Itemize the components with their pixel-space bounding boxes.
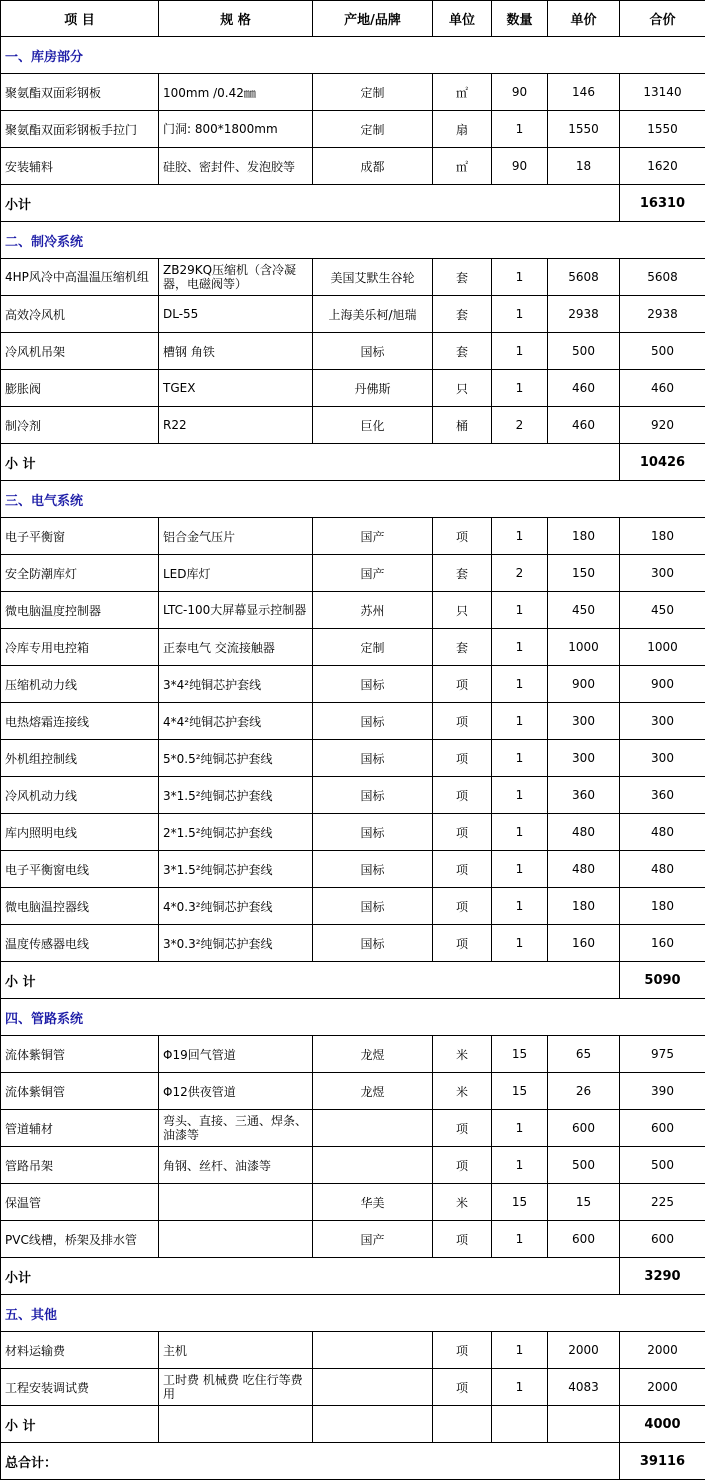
unit: 桶 xyxy=(433,407,492,444)
unit-price: 15 xyxy=(548,1184,620,1221)
quantity: 1 xyxy=(492,1332,548,1369)
origin-brand: 丹佛斯 xyxy=(313,370,433,407)
unit-price: 900 xyxy=(548,666,620,703)
quantity: 1 xyxy=(492,703,548,740)
table-row xyxy=(1,1110,705,1147)
line-total: 2938 xyxy=(620,296,705,333)
empty-cell xyxy=(548,1406,620,1443)
item-name: 微电脑温度控制器 xyxy=(1,592,159,629)
item-name: 冷库专用电控箱 xyxy=(1,629,159,666)
unit-price: 480 xyxy=(548,851,620,888)
origin-brand: 苏州 xyxy=(313,592,433,629)
origin-brand: 定制 xyxy=(313,111,433,148)
item-name: 管道辅材 xyxy=(1,1110,159,1147)
spec: 100mm /0.42㎜ xyxy=(159,74,313,111)
unit: 项 xyxy=(433,740,492,777)
item-name: 电子平衡窗 xyxy=(1,518,159,555)
table-row xyxy=(1,74,705,111)
table-row xyxy=(1,777,705,814)
item-name: 电子平衡窗电线 xyxy=(1,851,159,888)
subtotal-value: 16310 xyxy=(620,185,705,222)
quantity: 1 xyxy=(492,777,548,814)
quantity: 2 xyxy=(492,407,548,444)
origin-brand: 定制 xyxy=(313,629,433,666)
origin-brand: 国标 xyxy=(313,333,433,370)
unit-price: 1550 xyxy=(548,111,620,148)
unit-price: 500 xyxy=(548,1147,620,1184)
origin-brand: 国标 xyxy=(313,925,433,962)
quantity: 1 xyxy=(492,1221,548,1258)
item-name: 外机组控制线 xyxy=(1,740,159,777)
spec: 4*0.3²纯铜芯护套线 xyxy=(159,888,313,925)
unit-price: 160 xyxy=(548,925,620,962)
spec: 3*0.3²纯铜芯护套线 xyxy=(159,925,313,962)
unit: 项 xyxy=(433,925,492,962)
origin-brand: 巨化 xyxy=(313,407,433,444)
subtotal-label: 小 计 xyxy=(1,1406,159,1443)
unit-price: 4083 xyxy=(548,1369,620,1406)
table-row xyxy=(1,740,705,777)
quantity: 1 xyxy=(492,370,548,407)
unit-price: 360 xyxy=(548,777,620,814)
spec: 门洞: 800*1800mm xyxy=(159,111,313,148)
unit: 项 xyxy=(433,518,492,555)
origin-brand: 国标 xyxy=(313,703,433,740)
line-total: 1620 xyxy=(620,148,705,185)
table-row xyxy=(1,925,705,962)
table-row xyxy=(1,1369,705,1406)
header-unit-price: 单价 xyxy=(548,1,620,37)
spec: Φ12供夜管道 xyxy=(159,1073,313,1110)
origin-brand: 华美 xyxy=(313,1184,433,1221)
item-name: 流体紫铜管 xyxy=(1,1073,159,1110)
header-quantity: 数量 xyxy=(492,1,548,37)
header-item: 项 目 xyxy=(1,1,159,37)
spec: DL-55 xyxy=(159,296,313,333)
spec: Φ19回气管道 xyxy=(159,1036,313,1073)
section-header-row xyxy=(1,999,705,1036)
line-total: 360 xyxy=(620,777,705,814)
line-total: 300 xyxy=(620,555,705,592)
spec: 正泰电气 交流接触器 xyxy=(159,629,313,666)
line-total: 1000 xyxy=(620,629,705,666)
origin-brand xyxy=(313,1369,433,1406)
table-row xyxy=(1,888,705,925)
header-origin-brand: 产地/品牌 xyxy=(313,1,433,37)
table-row xyxy=(1,1073,705,1110)
line-total: 480 xyxy=(620,814,705,851)
quantity: 1 xyxy=(492,888,548,925)
origin-brand: 龙煜 xyxy=(313,1036,433,1073)
line-total: 900 xyxy=(620,666,705,703)
line-total: 1550 xyxy=(620,111,705,148)
quantity: 15 xyxy=(492,1184,548,1221)
section-header-row xyxy=(1,481,705,518)
line-total: 13140 xyxy=(620,74,705,111)
origin-brand: 国产 xyxy=(313,555,433,592)
line-total: 2000 xyxy=(620,1369,705,1406)
subtotal-row xyxy=(1,1406,705,1443)
spec: 主机 xyxy=(159,1332,313,1369)
spec: 弯头、直接、三通、焊条、油漆等 xyxy=(159,1110,313,1147)
quantity: 1 xyxy=(492,925,548,962)
empty-cell xyxy=(492,1406,548,1443)
quantity: 1 xyxy=(492,296,548,333)
section-title: 四、管路系统 xyxy=(1,999,705,1036)
origin-brand: 成都 xyxy=(313,148,433,185)
grand-total-value: 39116 xyxy=(620,1443,705,1480)
origin-brand: 国产 xyxy=(313,1221,433,1258)
spec: 3*4²纯铜芯护套线 xyxy=(159,666,313,703)
unit-price: 2000 xyxy=(548,1332,620,1369)
unit: 套 xyxy=(433,296,492,333)
unit: 米 xyxy=(433,1036,492,1073)
quantity: 1 xyxy=(492,814,548,851)
unit: 只 xyxy=(433,592,492,629)
unit: 套 xyxy=(433,555,492,592)
line-total: 500 xyxy=(620,1147,705,1184)
section-title: 五、其他 xyxy=(1,1295,705,1332)
unit: ㎡ xyxy=(433,74,492,111)
item-name: 电热熔霜连接线 xyxy=(1,703,159,740)
spec: 铝合金气压片 xyxy=(159,518,313,555)
section-header-row xyxy=(1,1295,705,1332)
item-name: 制冷剂 xyxy=(1,407,159,444)
table-row xyxy=(1,370,705,407)
unit: 项 xyxy=(433,703,492,740)
table-row xyxy=(1,407,705,444)
origin-brand: 国标 xyxy=(313,814,433,851)
origin-brand: 定制 xyxy=(313,74,433,111)
table-row xyxy=(1,1036,705,1073)
unit: 米 xyxy=(433,1184,492,1221)
spec: 3*1.5²纯铜芯护套线 xyxy=(159,851,313,888)
section-title: 一、库房部分 xyxy=(1,37,705,74)
line-total: 160 xyxy=(620,925,705,962)
line-total: 390 xyxy=(620,1073,705,1110)
quantity: 90 xyxy=(492,74,548,111)
quantity: 1 xyxy=(492,629,548,666)
quantity: 90 xyxy=(492,148,548,185)
line-total: 975 xyxy=(620,1036,705,1073)
quantity: 1 xyxy=(492,666,548,703)
unit-price: 2938 xyxy=(548,296,620,333)
origin-brand: 龙煜 xyxy=(313,1073,433,1110)
table-row xyxy=(1,518,705,555)
quantity: 1 xyxy=(492,111,548,148)
quantity: 15 xyxy=(492,1036,548,1073)
unit-price: 300 xyxy=(548,740,620,777)
unit-price: 65 xyxy=(548,1036,620,1073)
subtotal-row xyxy=(1,185,705,222)
unit-price: 300 xyxy=(548,703,620,740)
spec: 工时费 机械费 吃住行等费用 xyxy=(159,1369,313,1406)
unit-price: 146 xyxy=(548,74,620,111)
table-row xyxy=(1,703,705,740)
unit-price: 180 xyxy=(548,518,620,555)
line-total: 2000 xyxy=(620,1332,705,1369)
spec: 槽钢 角铁 xyxy=(159,333,313,370)
unit: 项 xyxy=(433,851,492,888)
table-row xyxy=(1,555,705,592)
empty-cell xyxy=(159,1406,313,1443)
item-name: 流体紫铜管 xyxy=(1,1036,159,1073)
unit-price: 180 xyxy=(548,888,620,925)
item-name: PVC线槽，桥架及排水管 xyxy=(1,1221,159,1258)
unit: 项 xyxy=(433,1110,492,1147)
quantity: 1 xyxy=(492,518,548,555)
spec xyxy=(159,1221,313,1258)
table-row xyxy=(1,1184,705,1221)
line-total: 600 xyxy=(620,1110,705,1147)
item-name: 微电脑温控器线 xyxy=(1,888,159,925)
origin-brand: 国标 xyxy=(313,777,433,814)
section-header-row xyxy=(1,37,705,74)
table-row xyxy=(1,1332,705,1369)
item-name: 工程安装调试费 xyxy=(1,1369,159,1406)
origin-brand: 国标 xyxy=(313,851,433,888)
quantity: 1 xyxy=(492,333,548,370)
item-name: 压缩机动力线 xyxy=(1,666,159,703)
unit-price: 5608 xyxy=(548,259,620,296)
unit-price: 1000 xyxy=(548,629,620,666)
line-total: 920 xyxy=(620,407,705,444)
empty-cell xyxy=(433,1406,492,1443)
line-total: 450 xyxy=(620,592,705,629)
header-total: 合价 xyxy=(620,1,705,37)
table-row xyxy=(1,148,705,185)
item-name: 保温管 xyxy=(1,1184,159,1221)
unit: 项 xyxy=(433,1147,492,1184)
quantity: 1 xyxy=(492,1369,548,1406)
table-row xyxy=(1,851,705,888)
item-name: 安全防潮库灯 xyxy=(1,555,159,592)
line-total: 180 xyxy=(620,888,705,925)
unit: 米 xyxy=(433,1073,492,1110)
table-row xyxy=(1,259,705,296)
table-row xyxy=(1,333,705,370)
quantity: 15 xyxy=(492,1073,548,1110)
unit-price: 600 xyxy=(548,1221,620,1258)
spec: 4*4²纯铜芯护套线 xyxy=(159,703,313,740)
unit-price: 450 xyxy=(548,592,620,629)
item-name: 膨胀阀 xyxy=(1,370,159,407)
subtotal-row xyxy=(1,962,705,999)
origin-brand: 国产 xyxy=(313,518,433,555)
unit-price: 480 xyxy=(548,814,620,851)
origin-brand xyxy=(313,1110,433,1147)
quantity: 2 xyxy=(492,555,548,592)
unit: 项 xyxy=(433,814,492,851)
spec xyxy=(159,1184,313,1221)
line-total: 5608 xyxy=(620,259,705,296)
subtotal-row xyxy=(1,444,705,481)
unit-price: 150 xyxy=(548,555,620,592)
item-name: 库内照明电线 xyxy=(1,814,159,851)
spec: 2*1.5²纯铜芯护套线 xyxy=(159,814,313,851)
section-title: 三、电气系统 xyxy=(1,481,705,518)
unit-price: 460 xyxy=(548,370,620,407)
header-row xyxy=(1,1,705,37)
unit: 项 xyxy=(433,1332,492,1369)
subtotal-row xyxy=(1,1258,705,1295)
item-name: 4HP风冷中高温温压缩机组 xyxy=(1,259,159,296)
spec: ZB29KQ压缩机（含冷凝器，电磁阀等） xyxy=(159,259,313,296)
subtotal-label: 小计 xyxy=(1,1258,620,1295)
table-row xyxy=(1,1147,705,1184)
item-name: 聚氨酯双面彩钢板 xyxy=(1,74,159,111)
spec: 5*0.5²纯铜芯护套线 xyxy=(159,740,313,777)
table-row xyxy=(1,592,705,629)
unit: 套 xyxy=(433,259,492,296)
quantity: 1 xyxy=(492,259,548,296)
section-title: 二、制冷系统 xyxy=(1,222,705,259)
subtotal-label: 小 计 xyxy=(1,444,620,481)
table-row xyxy=(1,814,705,851)
subtotal-label: 小计 xyxy=(1,185,620,222)
line-total: 460 xyxy=(620,370,705,407)
spec: TGEX xyxy=(159,370,313,407)
quantity: 1 xyxy=(492,1110,548,1147)
empty-cell xyxy=(313,1406,433,1443)
item-name: 冷风机吊架 xyxy=(1,333,159,370)
origin-brand: 国标 xyxy=(313,888,433,925)
spec: 角钢、丝杆、油漆等 xyxy=(159,1147,313,1184)
line-total: 480 xyxy=(620,851,705,888)
subtotal-value: 5090 xyxy=(620,962,705,999)
origin-brand: 上海美乐柯/旭瑞 xyxy=(313,296,433,333)
unit: 套 xyxy=(433,629,492,666)
unit: 套 xyxy=(433,333,492,370)
subtotal-value: 3290 xyxy=(620,1258,705,1295)
spec: LTC-100大屏幕显示控制器 xyxy=(159,592,313,629)
line-total: 500 xyxy=(620,333,705,370)
item-name: 材料运输费 xyxy=(1,1332,159,1369)
item-name: 安装辅料 xyxy=(1,148,159,185)
origin-brand: 国标 xyxy=(313,740,433,777)
grand-total-label: 总合计： xyxy=(1,1443,620,1480)
grand-total-row xyxy=(1,1443,705,1480)
unit-price: 18 xyxy=(548,148,620,185)
origin-brand xyxy=(313,1332,433,1369)
quantity: 1 xyxy=(492,592,548,629)
origin-brand xyxy=(313,1147,433,1184)
item-name: 冷风机动力线 xyxy=(1,777,159,814)
unit: 项 xyxy=(433,1221,492,1258)
unit-price: 26 xyxy=(548,1073,620,1110)
subtotal-value: 4000 xyxy=(620,1406,705,1443)
unit-price: 600 xyxy=(548,1110,620,1147)
subtotal-value: 10426 xyxy=(620,444,705,481)
table-row xyxy=(1,111,705,148)
quantity: 1 xyxy=(492,851,548,888)
header-spec: 规 格 xyxy=(159,1,313,37)
section-header-row xyxy=(1,222,705,259)
item-name: 高效冷风机 xyxy=(1,296,159,333)
unit: 项 xyxy=(433,777,492,814)
line-total: 180 xyxy=(620,518,705,555)
table-row xyxy=(1,629,705,666)
item-name: 管路吊架 xyxy=(1,1147,159,1184)
table-row xyxy=(1,1221,705,1258)
spec: 硅胶、密封件、发泡胶等 xyxy=(159,148,313,185)
spec: 3*1.5²纯铜芯护套线 xyxy=(159,777,313,814)
line-total: 300 xyxy=(620,740,705,777)
unit: 项 xyxy=(433,888,492,925)
origin-brand: 美国艾默生谷轮 xyxy=(313,259,433,296)
unit-price: 500 xyxy=(548,333,620,370)
unit: 项 xyxy=(433,666,492,703)
unit-price: 460 xyxy=(548,407,620,444)
spec: LED库灯 xyxy=(159,555,313,592)
origin-brand: 国标 xyxy=(313,666,433,703)
table-row xyxy=(1,666,705,703)
unit: ㎡ xyxy=(433,148,492,185)
subtotal-label: 小 计 xyxy=(1,962,620,999)
line-total: 600 xyxy=(620,1221,705,1258)
item-name: 温度传感器电线 xyxy=(1,925,159,962)
table-row xyxy=(1,296,705,333)
unit: 只 xyxy=(433,370,492,407)
spec: R22 xyxy=(159,407,313,444)
header-unit: 单位 xyxy=(433,1,492,37)
unit: 项 xyxy=(433,1369,492,1406)
line-total: 300 xyxy=(620,703,705,740)
quantity: 1 xyxy=(492,740,548,777)
unit: 扇 xyxy=(433,111,492,148)
quantity: 1 xyxy=(492,1147,548,1184)
item-name: 聚氨酯双面彩钢板手拉门 xyxy=(1,111,159,148)
line-total: 225 xyxy=(620,1184,705,1221)
